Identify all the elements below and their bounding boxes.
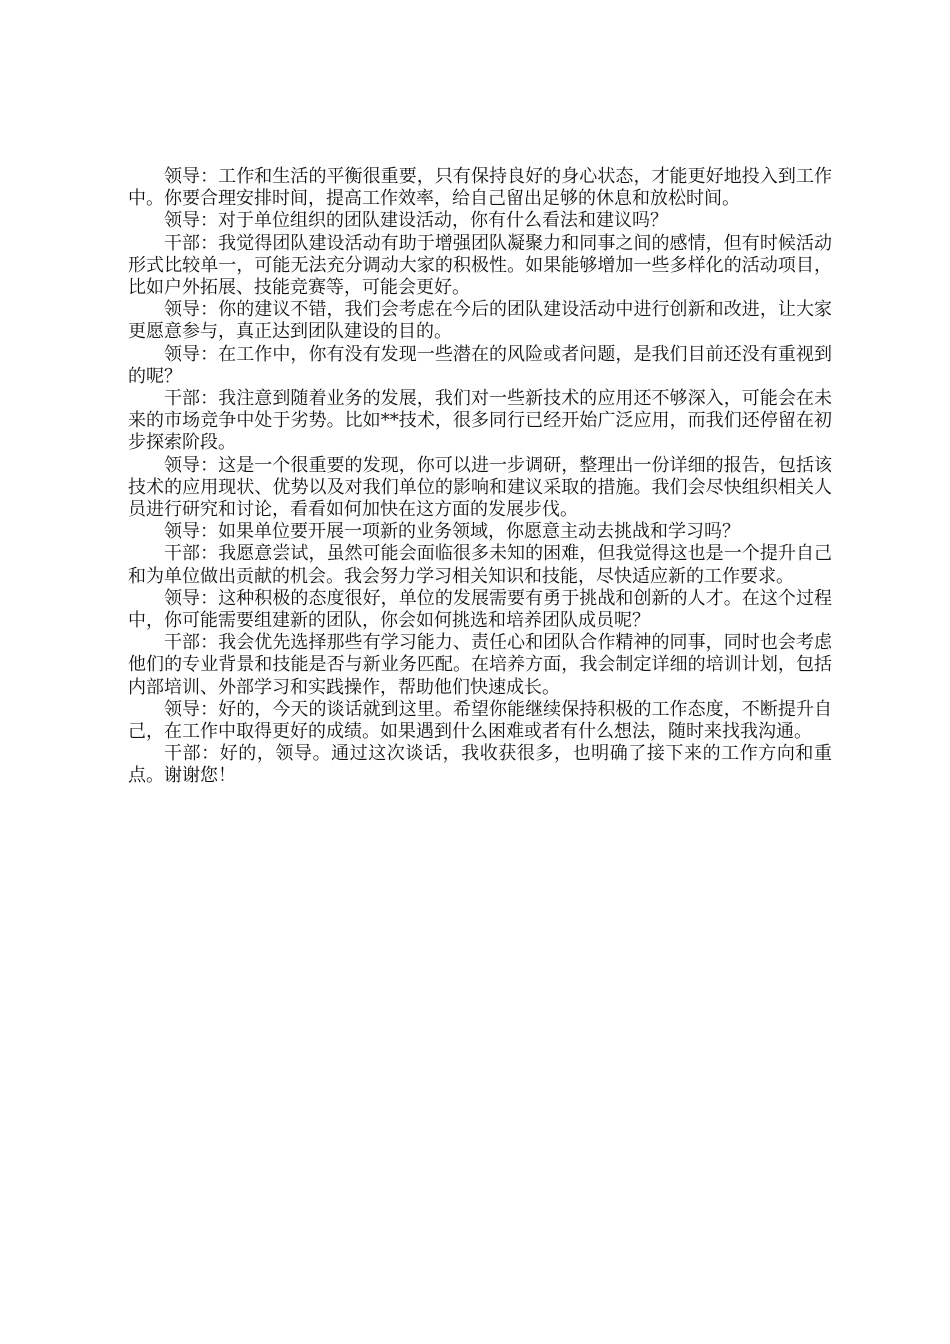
- paragraph-cadre-team-selection-answer: 干部：我会优先选择那些有学习能力、责任心和团队合作精神的同事，同时也会考虑他们的专业背景和技能是否与新业务匹配。在培养方面，我会制定详细的培训计划，包括内部培训、外部学习和实践操作，帮助他们快速成长。: [128, 632, 832, 698]
- paragraph-leader-new-business-question: 领导：如果单位要开展一项新的业务领域，你愿意主动去挑战和学习吗？: [164, 521, 740, 543]
- paragraph-leader-team-selection-question: 领导：这种积极的态度很好，单位的发展需要有勇于挑战和创新的人才。在这个过程中，你可能需要组建新的团队，你会如何挑选和培养团队成员呢？: [128, 587, 832, 632]
- paragraph-leader-team-building-question: 领导：对于单位组织的团队建设活动，你有什么看法和建议吗？: [164, 210, 668, 232]
- paragraph-leader-team-building-reply: 领导：你的建议不错，我们会考虑在今后的团队建设活动中进行创新和改进，让大家更愿意参与，真正达到团队建设的目的。: [128, 299, 832, 343]
- paragraph-cadre-new-business-answer: 干部：我愿意尝试，虽然可能会面临很多未知的困难，但我觉得这也是一个提升自己和为单位做出贡献的机会。我会努力学习相关知识和技能，尽快适应新的工作要求。: [128, 543, 832, 587]
- paragraph-cadre-risk-answer: 干部：我注意到随着业务的发展，我们对一些新技术的应用还不够深入，可能会在未来的市场竞争中处于劣势。比如**技术，很多同行已经开始广泛应用，而我们还停留在初步探索阶段。: [128, 388, 832, 454]
- dialogue-body: [128, 166, 832, 788]
- paragraph-leader-report-request: 领导：这是一个很重要的发现，你可以进一步调研，整理出一份详细的报告，包括该技术的应用现状、优势以及对我们单位的影响和建议采取的措施。我们会尽快组织相关人员进行研究和讨论，看看如何加快在这方面的发展步伐。: [128, 454, 832, 521]
- paragraph-leader-work-life-balance: 领导：工作和生活的平衡很重要，只有保持良好的身心状态，才能更好地投入到工作中。你要合理安排时间，提高工作效率，给自己留出足够的休息和放松时间。: [128, 166, 832, 210]
- paragraph-cadre-team-building-answer: 干部：我觉得团队建设活动有助于增强团队凝聚力和同事之间的感情，但有时候活动形式比较单一，可能无法充分调动大家的积极性。如果能够增加一些多样化的活动项目，比如户外拓展、技能竞赛等，可能会更好。: [128, 232, 832, 299]
- paragraph-leader-closing: 领导：好的，今天的谈话就到这里。希望你能继续保持积极的工作态度，不断提升自己，在工作中取得更好的成绩。如果遇到什么困难或者有什么想法，随时来找我沟通。: [128, 698, 832, 743]
- paragraph-leader-risk-question: 领导：在工作中，你有没有发现一些潜在的风险或者问题，是我们目前还没有重视到的呢？: [128, 343, 832, 387]
- paragraph-cadre-closing: 干部：好的，领导。通过这次谈话，我收获很多，也明确了接下来的工作方向和重点。谢谢您！: [128, 743, 832, 787]
